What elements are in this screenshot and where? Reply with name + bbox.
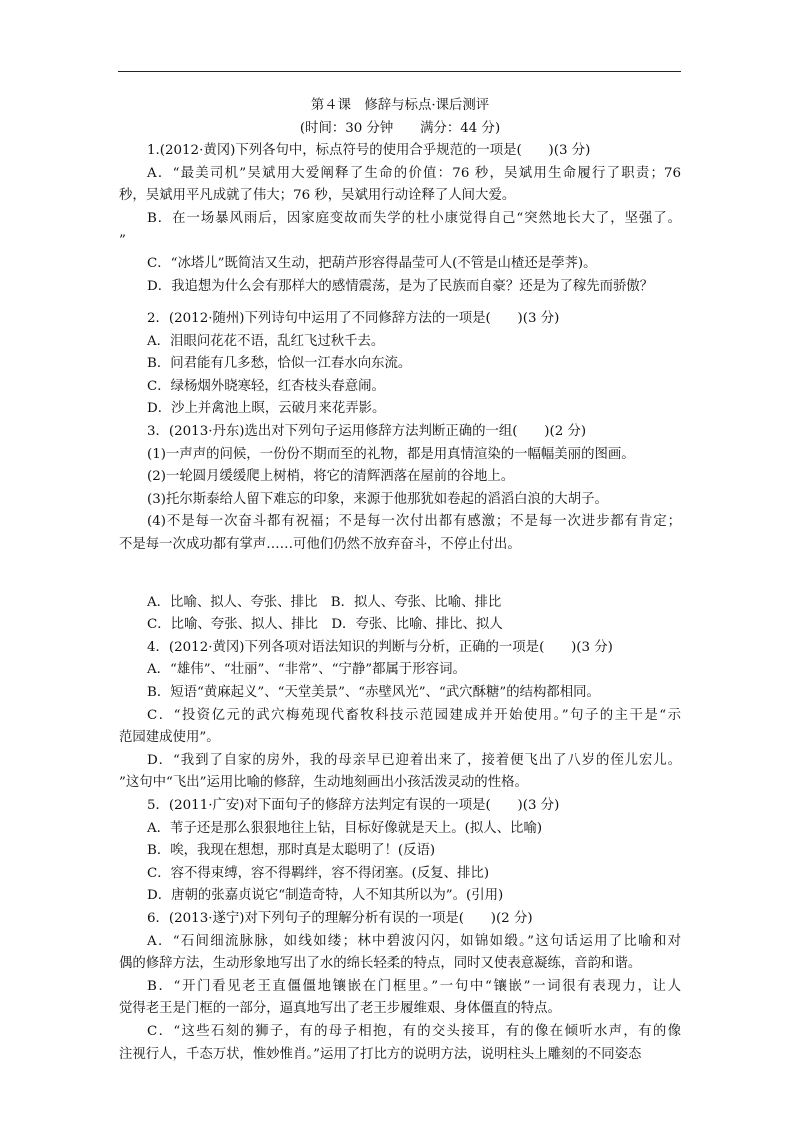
page-title: 第４课 修辞与标点·课后测评 xyxy=(310,98,490,113)
question-1-option-d: D．我追想为什么会有那样大的感情震荡，是为了民族而自豪？还是为了稼先而骄傲？ xyxy=(147,279,654,294)
question-1-stem: 1.(2012·黄冈)下列各句中，标点符号的使用合乎规范的一项是( )(3 分) xyxy=(147,143,591,158)
header-rule xyxy=(118,71,681,72)
question-1-option-a-cont: 秒，吴斌用平凡成就了伟大；76 秒，吴斌用行动诠释了人间大爱。 xyxy=(119,188,516,203)
question-2-option-a: A．泪眼问花花不语，乱红飞过秋千去。 xyxy=(147,334,385,349)
question-2-stem: 2．(2012·随州)下列诗句中运用了不同修辞方法的一项是( )(3 分) xyxy=(147,311,560,326)
question-1-option-b: B．在一场暴风雨后，因家庭变故而失学的杜小康觉得自己“突然地长大了，坚强了。 xyxy=(147,211,681,226)
question-4-option-d-cont: ”这句中“飞出”运用比喻的修辞，生动地刻画出小孩活泼灵动的性格。 xyxy=(119,775,528,790)
question-4-stem: 4．(2012·黄冈)下列各项对语法知识的判断与分析，正确的一项是( )(3 分) xyxy=(147,640,613,655)
question-3-sentence-2: (2)一轮圆月缓缓爬上树梢，将它的清辉洒落在屋前的谷地上。 xyxy=(147,469,515,484)
question-2-option-c: C．绿杨烟外晓寒轻，红杏枝头春意闹。 xyxy=(147,379,385,394)
question-3-sentence-3: (3)托尔斯泰给人留下难忘的印象，来源于他那犹如卷起的滔滔白浪的大胡子。 xyxy=(147,492,608,507)
question-3-options-cd: C．比喻、夸张、拟人、排比 D．夸张、比喻、排比、拟人 xyxy=(147,617,503,632)
question-4-option-d: D．“我到了自家的房外，我的母亲早已迎着出来了，接着便飞出了八岁的侄儿宏儿。 xyxy=(147,753,681,768)
question-6-option-a: A．“石间细流脉脉，如线如缕；林中碧波闪闪，如锦如缎。”这句话运用了比喻和对 xyxy=(147,934,681,949)
question-5-stem: 5．(2011·广安)对下面句子的修辞方法判定有误的一项是( )(3 分) xyxy=(147,798,560,813)
question-3-sentence-4-cont: 不是每一次成功都有掌声……可他们仍然不放弃奋斗，不停止付出。 xyxy=(119,537,521,552)
question-5-option-c: C．容不得束缚，容不得羁绊，容不得闭塞。(反复、排比) xyxy=(147,866,490,881)
question-1-option-c: C．“冰塔儿”既简洁又生动，把葫芦形容得晶莹可人(不管是山楂还是荸荠)。 xyxy=(147,256,597,271)
question-4-option-c: C．“投资亿元的武穴梅苑现代畜牧科技示范园建成并开始使用。”句子的主干是“示 xyxy=(147,708,681,723)
question-4-option-b: B．短语“黄麻起义”、“天堂美景”、“赤壁风光”、“武穴酥糖”的结构都相同。 xyxy=(147,685,600,700)
question-3-sentence-4: (4)不是每一次奋斗都有祝福；不是每一次付出都有感激；不是每一次进步都有肯定； xyxy=(147,514,681,529)
question-4-option-a: A．“雄伟”、“壮丽”、“非常”、“宁静”都属于形容词。 xyxy=(147,662,466,677)
question-6-option-b: B．“开门看见老王直僵僵地镶嵌在门框里。”一句中“镶嵌”一词很有表现力，让人 xyxy=(147,979,681,994)
page-meta: (时间：30 分钟 满分：44 分) xyxy=(299,121,501,136)
question-4-option-c-cont: 范园建成使用”。 xyxy=(119,730,220,745)
question-5-option-d: D．唐朝的张嘉贞说它“制造奇特，人不知其所以为”。(引用) xyxy=(147,888,504,903)
question-3-sentence-1: (1)一声声的问候，一份份不期而至的礼物，都是用真情渲染的一幅幅美丽的图画。 xyxy=(147,447,635,462)
question-6-option-c: C．“这些石刻的狮子，有的母子相抱，有的交头接耳，有的像在倾听水声，有的像 xyxy=(147,1024,681,1039)
question-3-options-ab: A．比喻、拟人、夸张、排比 B．拟人、夸张、比喻、排比 xyxy=(147,595,502,610)
question-2-option-d: D．沙上并禽池上暝，云破月来花弄影。 xyxy=(147,401,386,416)
question-1-option-a: A．“最美司机”吴斌用大爱阐释了生命的价值：76 秒，吴斌用生命履行了职责；76 xyxy=(147,166,681,181)
question-1-option-b-cont: ” xyxy=(119,233,126,248)
question-2-option-b: B．问君能有几多愁，恰似一江春水向东流。 xyxy=(147,356,412,371)
question-6-option-b-cont: 觉得老王是门框的一部分，逼真地写出了老王步履维艰、身体僵直的特点。 xyxy=(119,1001,561,1016)
question-3-stem: 3．(2013·丹东)选出对下列句子运用修辞方法判断正确的一组( )(2 分) xyxy=(147,424,587,439)
question-6-option-c-cont: 注视行人，千态万状，惟妙惟肖。”运用了打比方的说明方法，说明柱头上雕刻的不同姿态 xyxy=(119,1047,642,1062)
question-5-option-b: B．唉，我现在想想，那时真是太聪明了！(反语) xyxy=(147,843,436,858)
question-5-option-a: A．苇子还是那么狠狠地往上钻，目标好像就是天上。(拟人、比喻) xyxy=(147,821,543,836)
question-6-option-a-cont: 偶的修辞方法，生动形象地写出了水的绵长轻柔的特点，同时又使表意凝练，音韵和谐。 xyxy=(119,956,642,971)
question-6-stem: 6．(2013·遂宁)对下列句子的理解分析有误的一项是( )(2 分) xyxy=(147,911,533,926)
